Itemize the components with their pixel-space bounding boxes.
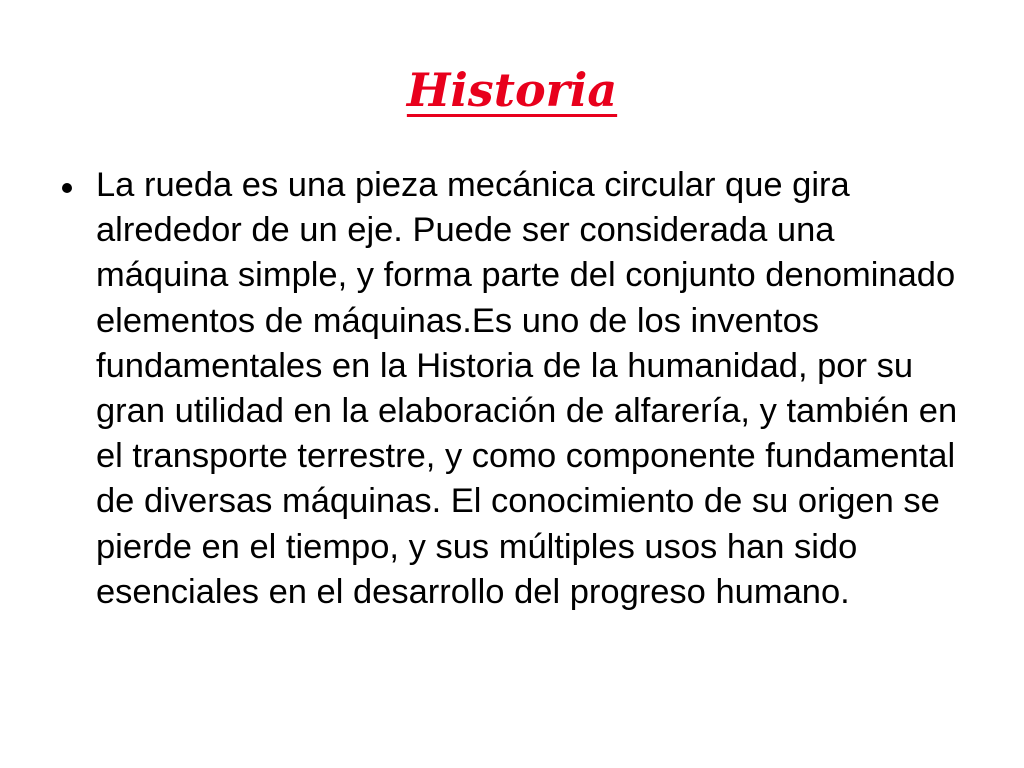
bullet-item [62,163,962,615]
bullet-dot-icon [62,183,72,193]
slide-title: Historia [406,63,618,117]
bullet-list [62,163,962,615]
bullet-text: La rueda es una pieza mecánica circular que gira alrededor de un eje. Puede ser considerada una máquina simple, y forma parte del conjunto denominado elementos de máquinas.Es uno de los inventos fundamentales en la Historia de la humanidad, por su gran utilidad en la elaboración de alfarería, y también en el transporte terrestre, y como componente fundamental de diversas máquinas. El conocimiento de su origen se pierde en el tiempo, y sus múltiples usos han sido esenciales en el desarrollo del progreso humano. [96,166,958,611]
